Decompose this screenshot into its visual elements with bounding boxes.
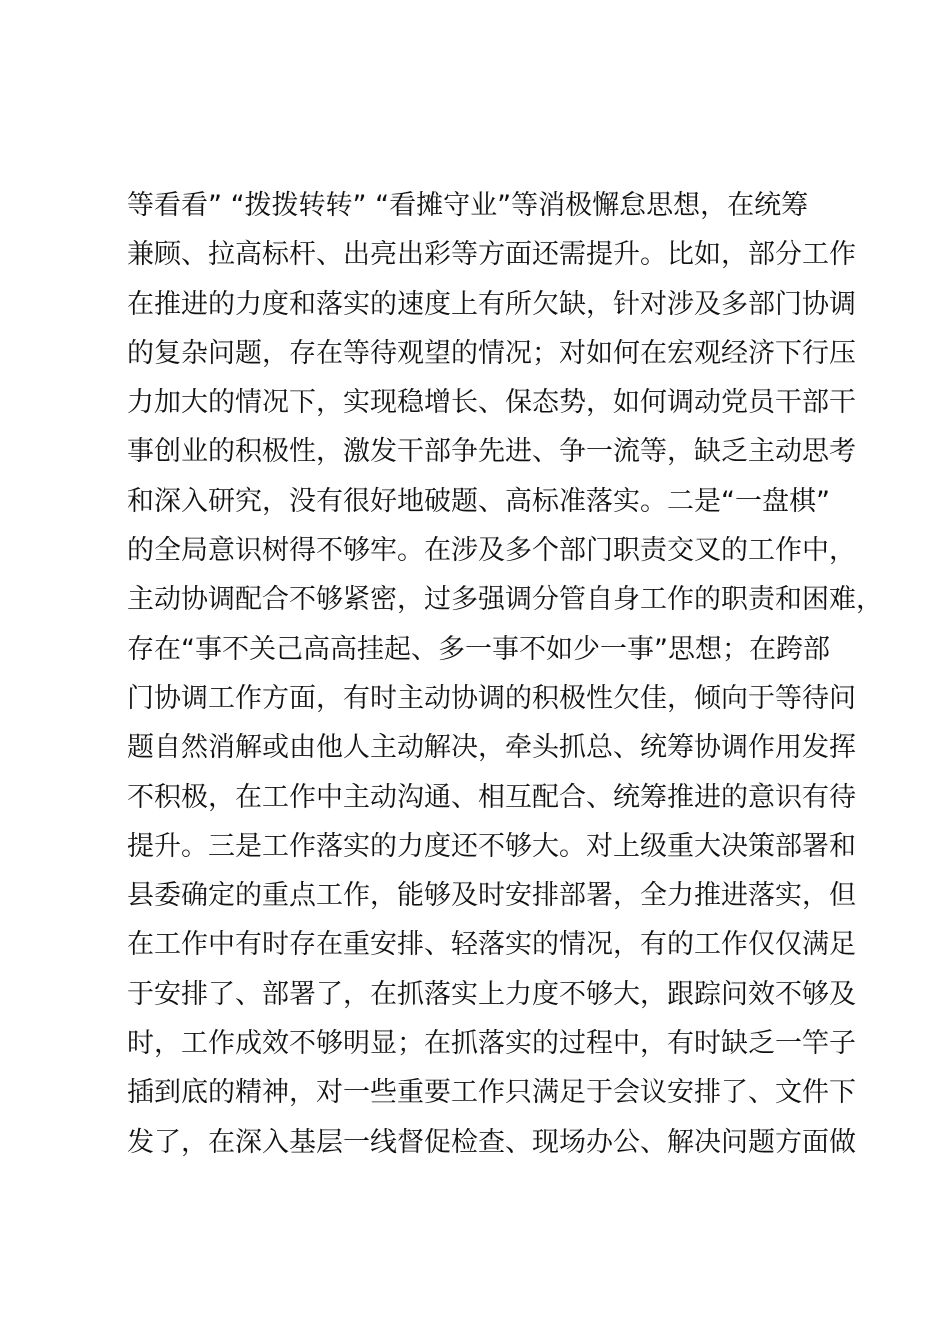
text-line: 不积极，在工作中主动沟通、相互配合、统筹推进的意识有待 <box>127 781 856 813</box>
text-line: 事创业的积极性，激发干部争先进、争一流等，缺乏主动思考 <box>127 436 856 468</box>
text-line: 力加大的情况下，实现稳增长、保态势，如何调动党员干部干 <box>127 387 856 419</box>
text-line: 题自然消解或由他人主动解决，牵头抓总、统筹协调作用发挥 <box>127 732 856 764</box>
text-line: 发了，在深入基层一线督促检查、现场办公、解决问题方面做 <box>127 1126 856 1158</box>
text-line: 插到底的精神，对一些重要工作只满足于会议安排了、文件下 <box>127 1077 856 1109</box>
text-line: 于安排了、部署了，在抓落实上力度不够大，跟踪问效不够及 <box>127 978 856 1010</box>
text-line: 等看看” “拨拨转转” “看摊守业”等消极懈怠思想，在统筹 <box>127 190 809 221</box>
text-line: 在工作中有时存在重安排、轻落实的情况，有的工作仅仅满足 <box>127 929 856 961</box>
text-line: 提升。三是工作落实的力度还不够大。对上级重大决策部署和 <box>127 830 856 862</box>
text-line: 和深入研究，没有很好地破题、高标准落实。二是“一盘棋” <box>127 485 830 517</box>
text-line: 的复杂问题，存在等待观望的情况；对如何在宏观经济下行压 <box>127 337 856 369</box>
text-line: 在推进的力度和落实的速度上有所欠缺，针对涉及多部门协调 <box>127 288 856 320</box>
text-line: 存在“事不关己高高挂起、多一事不如少一事”思想；在跨部 <box>127 633 830 665</box>
text-line: 主动协调配合不够紧密，过多强调分管自身工作的职责和困难， <box>127 584 883 616</box>
text-line: 门协调工作方面，有时主动协调的积极性欠佳，倾向于等待问 <box>127 682 856 714</box>
body-text <box>127 181 883 1167</box>
text-line: 兼顾、拉高标杆、出亮出彩等方面还需提升。比如，部分工作 <box>127 239 856 271</box>
text-line: 时，工作成效不够明显；在抓落实的过程中，有时缺乏一竿子 <box>127 1028 856 1060</box>
text-line: 的全局意识树得不够牢。在涉及多个部门职责交叉的工作中， <box>127 535 856 567</box>
text-line: 县委确定的重点工作，能够及时安排部署，全力推进落实，但 <box>127 880 856 912</box>
